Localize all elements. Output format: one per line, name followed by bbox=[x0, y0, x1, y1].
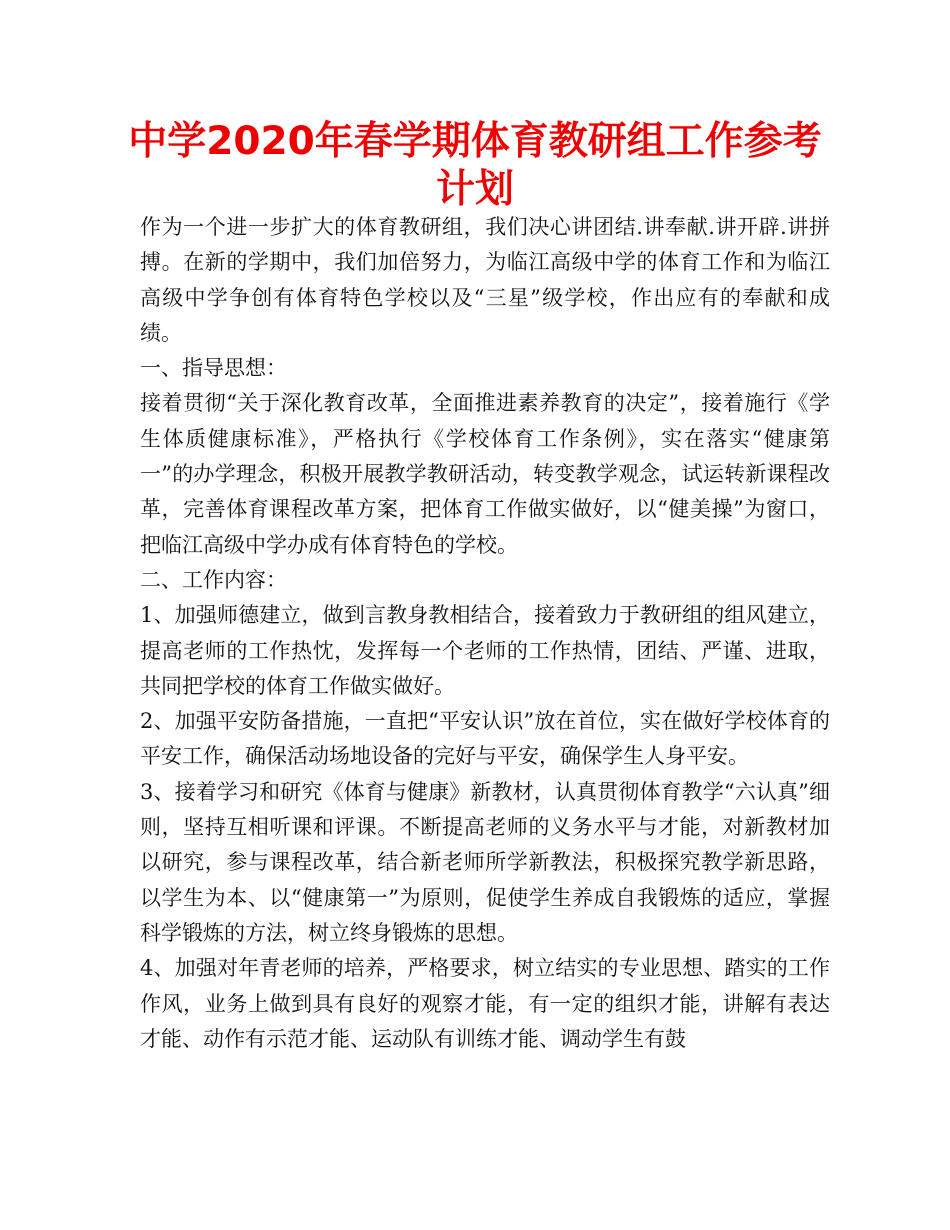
heading-guiding-ideology: 一、指导思想： bbox=[140, 356, 287, 381]
paragraph-intro: 作为一个进一步扩大的体育教研组，我们决心讲团结.讲奉献.讲开辟.讲拼搏。在新的学期中，我们加倍努力，为临江高级中学的体育工作和为临江高级中学争创有体育特色学校以及“三星”级学校，作出应有的奉献和成绩。 bbox=[140, 215, 830, 345]
paragraph-item-2: 2、加强平安防备措施，一直把“平安认识”放在首位，实在做好学校体育的平安工作，确保活动场地设备的完好与平安，确保学生人身平安。 bbox=[140, 709, 830, 769]
paragraph-guiding-ideology: 接着贯彻“关于深化教育改革，全面推进素养教育的决定”，接着施行《学生体质健康标准》，严格执行《学校体育工作条例》，实在落实“健康第一”的办学理念，积极开展教学教研活动，转变教学观念，试运转新课程改革，完善体育课程改革方案，把体育工作做实做好，以“健美操”为窗口，把临江高级中学办成有体育特色的学校。 bbox=[140, 391, 830, 557]
document-title: 中学2020年春学期体育教研组工作参考计划 bbox=[128, 119, 822, 212]
paragraph-item-3: 3、接着学习和研究《体育与健康》新教材，认真贯彻体育教学“六认真”细则，坚持互相听课和评课。不断提高老师的义务水平与才能，对新教材加以研究，参与课程改革，结合新老师所学新教法，积极探究教学新思路，以学生为本、以“健康第一”为原则，促使学生养成自我锻炼的适应，掌握科学锻炼的方法，树立终身锻炼的思想。 bbox=[140, 779, 830, 945]
paragraph-item-4: 4、加强对年青老师的培养，严格要求，树立结实的专业思想、踏实的工作作风，业务上做到具有良好的观察才能，有一定的组织才能，讲解有表达才能、动作有示范才能、运动队有训练才能、调动学生有鼓 bbox=[140, 956, 830, 1051]
document-body bbox=[140, 210, 830, 1057]
paragraph-item-1: 1、加强师德建立，做到言教身教相结合，接着致力于教研组的组风建立，提高老师的工作热忱，发挥每一个老师的工作热情，团结、严谨、进取，共同把学校的体育工作做实做好。 bbox=[140, 603, 830, 698]
heading-work-content: 二、工作内容： bbox=[140, 567, 287, 592]
